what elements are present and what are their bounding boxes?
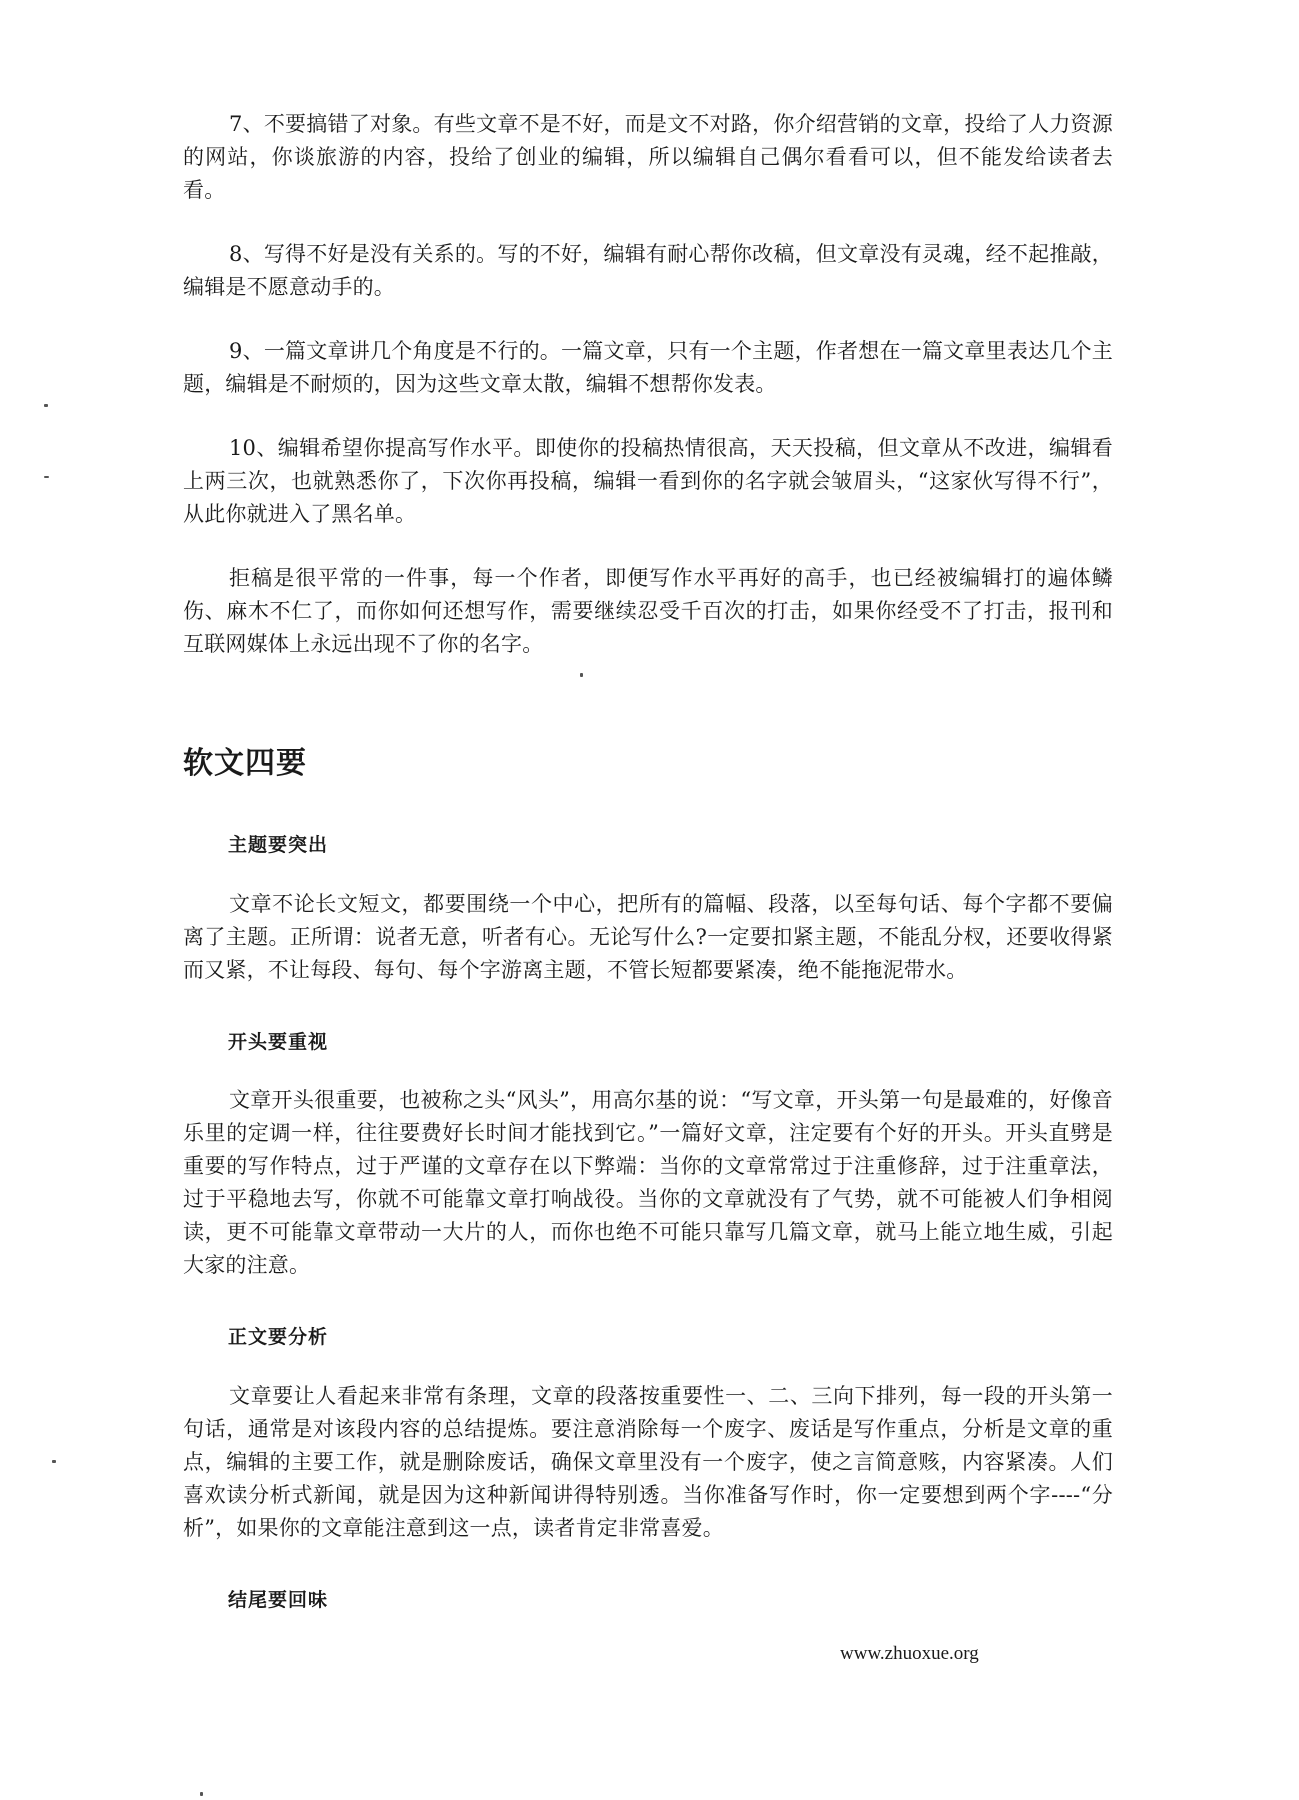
scan-speck xyxy=(44,404,48,407)
opening-heading: 开头要重视 xyxy=(228,1031,329,1053)
scan-speck xyxy=(52,1460,56,1463)
footer-url: www.zhuoxue.org xyxy=(840,1643,979,1664)
section-title: 软文四要 xyxy=(183,746,307,781)
theme-paragraph: 文章不论长文短文，都要围绕一个中心，把所有的篇幅、段落，以至每句话、每个字都不要偏离了主题。正所谓：说者无意，听者有心。无论写什么?一定要扣紧主题，不能乱分杈，还要收得紧而又紧，不让每段、每句、每个字游离主题，不管长短都要紧凑，绝不能拖泥带水。 xyxy=(183,892,1113,982)
closing-paragraph: 拒稿是很平常的一件事，每一个作者，即便写作水平再好的高手，也已经被编辑打的遍体鳞伤、麻木不仁了，而你如何还想写作，需要继续忍受千百次的打击，如果你经受不了打击，报刊和互联网媒体上永远出现不了你的名字。 xyxy=(183,566,1113,656)
paragraph-item-8: 8、写得不好是没有关系的。写的不好，编辑有耐心帮你改稿，但文章没有灵魂，经不起推敲，编辑是不愿意动手的。 xyxy=(183,242,1113,299)
body-paragraph: 文章要让人看起来非常有条理，文章的段落按重要性一、二、三向下排列，每一段的开头第一句话，通常是对该段内容的总结提炼。要注意消除每一个废字、废话是写作重点，分析是文章的重点，编辑的主要工作，就是删除废话，确保文章里没有一个废字，使之言简意赅，内容紧凑。人们喜欢读分析式新闻，就是因为这种新闻讲得特别透。当你准备写作时，你一定要想到两个字----“分析”，如果你的文章能注意到这一点，读者肯定非常喜爱。 xyxy=(183,1384,1113,1540)
scan-speck xyxy=(580,673,583,677)
opening-paragraph: 文章开头很重要，也被称之头“风头”，用高尔基的说：“写文章，开头第一句是最难的，好像音乐里的定调一样，往往要费好长时间才能找到它。”一篇好文章，注定要有个好的开头。开头直劈是重要的写作特点，过于严谨的文章存在以下弊端：当你的文章常常过于注重修辞，过于注重章法，过于平稳地去写，你就不可能靠文章打响战役。当你的文章就没有了气势，就不可能被人们争相阅读，更不可能靠文章带动一大片的人，而你也绝不可能只靠写几篇文章，就马上能立地生威，引起大家的注意。 xyxy=(183,1088,1113,1277)
paragraph-item-10: 10、编辑希望你提高写作水平。即使你的投稿热情很高，天天投稿，但文章从不改进，编辑看上两三次，也就熟悉你了，下次你再投稿，编辑一看到你的名字就会皱眉头，“这家伙写得不行”，从此你就进入了黑名单。 xyxy=(183,436,1113,526)
theme-heading: 主题要突出 xyxy=(228,834,329,856)
body-heading: 正文要分析 xyxy=(228,1326,329,1348)
scan-speck xyxy=(44,476,49,478)
ending-heading: 结尾要回味 xyxy=(228,1589,329,1611)
scan-speck xyxy=(200,1792,203,1796)
paragraph-item-9: 9、一篇文章讲几个角度是不行的。一篇文章，只有一个主题，作者想在一篇文章里表达几个主题，编辑是不耐烦的，因为这些文章太散，编辑不想帮你发表。 xyxy=(183,339,1113,396)
paragraph-item-7: 7、不要搞错了对象。有些文章不是不好，而是文不对路，你介绍营销的文章，投给了人力资源的网站，你谈旅游的内容，投给了创业的编辑，所以编辑自己偶尔看看可以，但不能发给读者去看。 xyxy=(183,112,1113,202)
